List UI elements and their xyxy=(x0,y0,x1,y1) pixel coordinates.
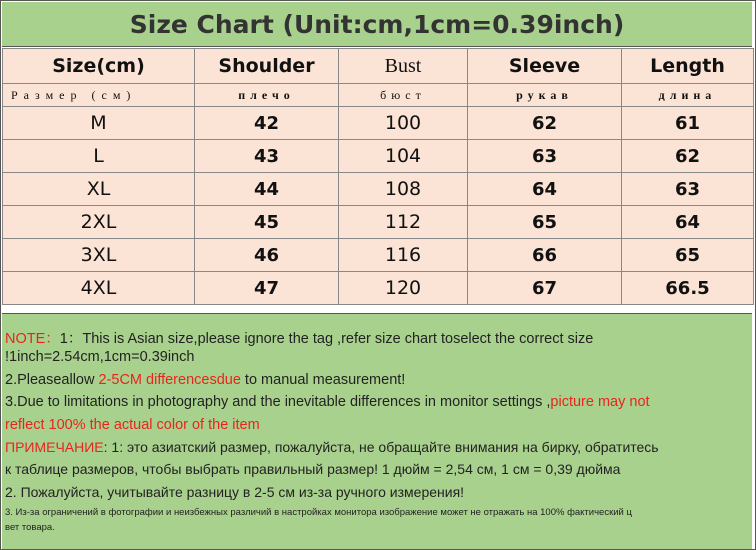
note-text: 1：This is Asian size,please ignore the tag ,refer size chart toselect the correct size xyxy=(59,331,594,347)
russian-header-cell: рукав xyxy=(468,84,622,107)
sleeve-cell: 67 xyxy=(468,272,622,305)
bust-cell: 104 xyxy=(339,140,468,173)
russian-header-cell: плечо xyxy=(195,84,339,107)
header-cell: Bust xyxy=(339,49,468,84)
russian-header-cell: бюст xyxy=(339,84,468,107)
sleeve-cell: 62 xyxy=(468,107,622,140)
russian-header-cell: Размер (см) xyxy=(3,84,195,107)
shoulder-cell: 45 xyxy=(195,206,339,239)
chart-title: Size Chart (Unit:cm,1cm=0.39inch) xyxy=(2,2,752,47)
sleeve-cell: 64 xyxy=(468,173,622,206)
size-cell: 3XL xyxy=(3,239,195,272)
sleeve-cell: 65 xyxy=(468,206,622,239)
russian-header-cell: длина xyxy=(622,84,754,107)
bust-cell: 116 xyxy=(339,239,468,272)
table-row xyxy=(3,239,754,272)
header-cell: Sleeve xyxy=(468,49,622,84)
note-highlight: picture may not xyxy=(550,394,650,410)
header-cell: Shoulder xyxy=(195,49,339,84)
bust-cell: 108 xyxy=(339,173,468,206)
size-cell: M xyxy=(3,107,195,140)
note-3 xyxy=(5,394,650,410)
note-1-continued: !1inch=2.54cm,1cm=0.39inch xyxy=(5,349,195,365)
note-3-continued: reflect 100% the actual color of the item xyxy=(5,417,260,433)
shoulder-cell: 47 xyxy=(195,272,339,305)
note-2 xyxy=(5,372,405,388)
note-text: to manual measurement! xyxy=(240,372,406,388)
size-cell: XL xyxy=(3,173,195,206)
bust-cell: 112 xyxy=(339,206,468,239)
length-cell: 62 xyxy=(622,140,754,173)
shoulder-cell: 43 xyxy=(195,140,339,173)
russian-note-1 xyxy=(5,439,659,455)
bust-cell: 120 xyxy=(339,272,468,305)
table-row xyxy=(3,140,754,173)
notes-panel xyxy=(2,313,752,549)
russian-note-2: 2. Пожалуйста, учитывайте разницу в 2-5 см из-за ручного измерения! xyxy=(5,484,465,500)
table-row xyxy=(3,173,754,206)
table-row xyxy=(3,206,754,239)
russian-note-3: 3. Из-за ограничений в фотографии и неизбежных различий в настройках монитора изображение может не отражать на 100% фактический ц xyxy=(5,507,632,518)
russian-header-row xyxy=(3,84,754,107)
shoulder-cell: 44 xyxy=(195,173,339,206)
note-1 xyxy=(5,327,593,348)
size-table xyxy=(2,48,754,305)
length-cell: 65 xyxy=(622,239,754,272)
sleeve-cell: 66 xyxy=(468,239,622,272)
length-cell: 61 xyxy=(622,107,754,140)
note-text: 3.Due to limitations in photography and the inevitable differences in monitor settings , xyxy=(5,394,551,410)
length-cell: 63 xyxy=(622,173,754,206)
header-cell: Length xyxy=(622,49,754,84)
header-cell: Size(cm) xyxy=(3,49,195,84)
length-cell: 64 xyxy=(622,206,754,239)
size-cell: L xyxy=(3,140,195,173)
table-row xyxy=(3,107,754,140)
bust-cell: 100 xyxy=(339,107,468,140)
table-row xyxy=(3,272,754,305)
size-cell: 2XL xyxy=(3,206,195,239)
russian-note-text: : 1: это азиатский размер, пожалуйста, не обращайте внимания на бирку, обратитесь xyxy=(103,439,659,455)
note-text: 2.Pleaseallow xyxy=(5,372,99,388)
note-label: NOTE： xyxy=(5,331,60,347)
sleeve-cell: 63 xyxy=(468,140,622,173)
russian-note-3-continued: вет товара. xyxy=(5,522,55,533)
shoulder-cell: 42 xyxy=(195,107,339,140)
length-cell: 66.5 xyxy=(622,272,754,305)
size-cell: 4XL xyxy=(3,272,195,305)
russian-note-label: ПРИМЕЧАНИЕ xyxy=(5,439,104,455)
russian-note-1-continued: к таблице размеров, чтобы выбрать правильный размер! 1 дюйм = 2,54 см, 1 см = 0,39 дюйма xyxy=(5,461,621,477)
note-highlight: 2-5CM differencesdue xyxy=(98,372,241,388)
header-row xyxy=(3,49,754,84)
shoulder-cell: 46 xyxy=(195,239,339,272)
